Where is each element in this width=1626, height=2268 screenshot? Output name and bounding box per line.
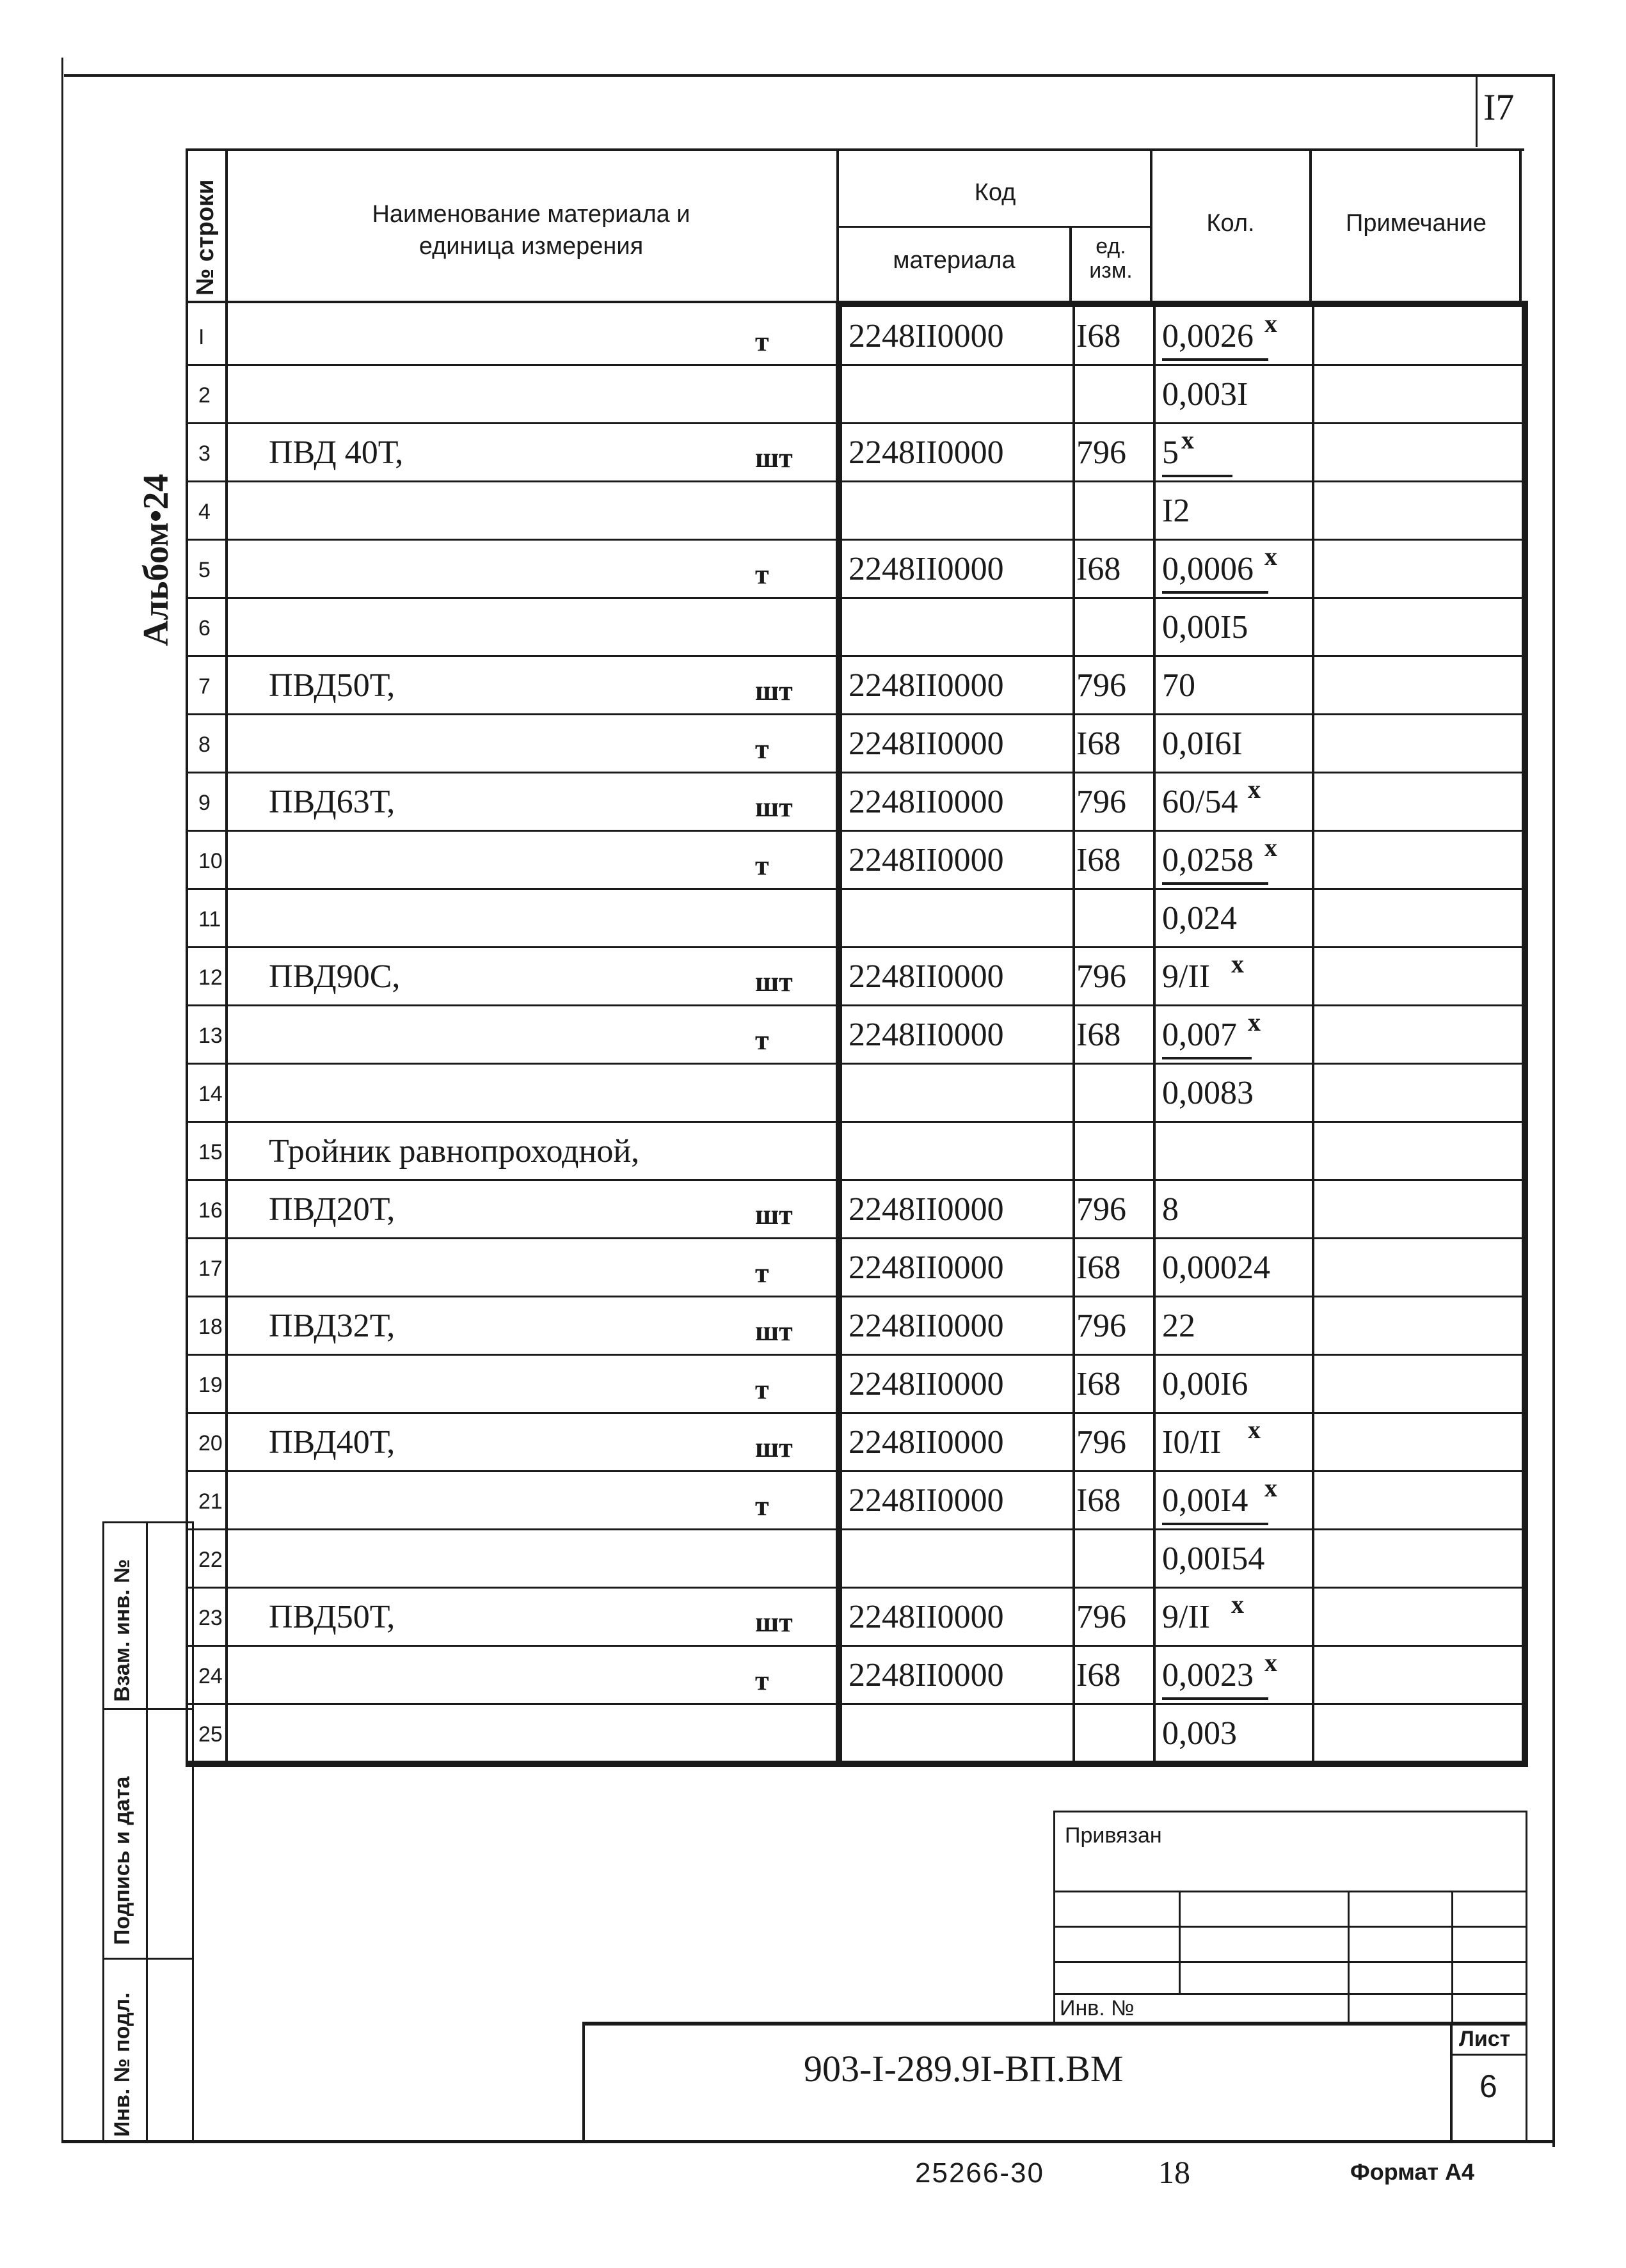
- unit-text: т: [755, 326, 769, 357]
- row-number: 5: [198, 558, 211, 582]
- unit-text: шт: [755, 791, 793, 823]
- quantity: I0/II: [1162, 1424, 1222, 1461]
- left-stamp-inv-orig: Инв. № подл.: [110, 1992, 134, 2137]
- title-block-sheet-mid: [1450, 2054, 1527, 2056]
- quantity-mark: x: [1248, 775, 1261, 804]
- item-name: ПВД50Т,: [269, 667, 395, 704]
- item-name: ПВД90С,: [269, 958, 401, 995]
- unit-code: I68: [1076, 1017, 1121, 1053]
- material-code: 2248II0000: [849, 1599, 1004, 1635]
- row-number: 19: [198, 1373, 223, 1397]
- material-code: 2248II0000: [849, 1657, 1004, 1693]
- row-separator: [187, 422, 1524, 424]
- row-number: 14: [198, 1082, 223, 1106]
- quantity: 0,0023: [1162, 1657, 1254, 1693]
- unit-code: 796: [1076, 1191, 1126, 1228]
- stamp-right: [1526, 1811, 1527, 2143]
- unit-code: I68: [1076, 318, 1121, 354]
- quantity: 0,0I6I: [1162, 726, 1243, 762]
- row-separator: [187, 655, 1524, 657]
- fraction-line: [1162, 591, 1268, 594]
- quantity: 9/II: [1162, 1599, 1211, 1635]
- row-number: 3: [198, 441, 211, 466]
- row-separator: [187, 364, 1524, 366]
- item-name: ПВД20Т,: [269, 1191, 395, 1228]
- quantity: 0,0258: [1162, 842, 1254, 878]
- title-block-top: [582, 2022, 1527, 2026]
- frame-left-line: [61, 58, 63, 2143]
- material-code: 2248II0000: [849, 1424, 1004, 1461]
- row-number: 17: [198, 1257, 223, 1281]
- quantity: 0,00I5: [1162, 609, 1248, 646]
- row-number: 23: [198, 1606, 223, 1630]
- material-code: 2248II0000: [849, 667, 1004, 704]
- quantity-mark: x: [1264, 309, 1277, 338]
- body-frame-bottom: [186, 1761, 1528, 1767]
- unit-code: I68: [1076, 726, 1121, 762]
- quantity: 0,0083: [1162, 1075, 1254, 1111]
- row-separator: [187, 480, 1524, 482]
- unit-code: 796: [1076, 1599, 1126, 1635]
- material-code: 2248II0000: [849, 1249, 1004, 1286]
- quantity: 0,0026: [1162, 318, 1254, 354]
- row-number: 2: [198, 383, 211, 408]
- row-number: 24: [198, 1664, 223, 1688]
- row-separator: [187, 1063, 1524, 1065]
- unit-text: т: [755, 1024, 769, 1056]
- left-stamp-col: [146, 1521, 148, 2142]
- unit-text: т: [755, 1665, 769, 1696]
- row-separator: [187, 1703, 1524, 1705]
- unit-code: 796: [1076, 958, 1126, 995]
- left-stamp-sep1: [102, 1708, 193, 1710]
- quantity: I2: [1162, 493, 1190, 529]
- rowno-col-line: [225, 148, 228, 1767]
- body-frame-left: [836, 301, 842, 1767]
- body-qty-col-line: [1153, 301, 1156, 1766]
- quantity-mark: x: [1231, 1590, 1244, 1619]
- table-left-edge: [186, 148, 188, 1767]
- fraction-line: [1162, 1523, 1268, 1525]
- quantity: 0,00024: [1162, 1249, 1270, 1286]
- row-number: 15: [198, 1140, 223, 1164]
- item-name: ПВД32Т,: [269, 1308, 395, 1344]
- title-block-sheet-left: [1450, 2022, 1453, 2143]
- stamp-bound: Привязан: [1065, 1823, 1162, 1848]
- material-code: 2248II0000: [849, 842, 1004, 878]
- unit-code: I68: [1076, 1366, 1121, 1402]
- material-code: 2248II0000: [849, 551, 1004, 587]
- header-unit: ед. изм.: [1089, 234, 1133, 283]
- title-block-left: [582, 2022, 585, 2143]
- row-separator: [187, 830, 1524, 832]
- footer-format: Формат А4: [1350, 2159, 1475, 2185]
- fraction-line: [1162, 475, 1232, 477]
- unit-text: шт: [755, 1606, 793, 1638]
- material-code: 2248II0000: [849, 1308, 1004, 1344]
- row-number: 9: [198, 791, 211, 815]
- row-number: 12: [198, 965, 223, 990]
- row-separator: [187, 1121, 1524, 1123]
- material-code: 2248II0000: [849, 1366, 1004, 1402]
- quantity: 0,00I6: [1162, 1366, 1248, 1402]
- item-name: ПВД 40Т,: [269, 434, 404, 471]
- item-name: ПВД50Т,: [269, 1599, 395, 1635]
- row-number: 10: [198, 849, 223, 873]
- item-name: ПВД63Т,: [269, 784, 395, 820]
- quantity-mark: x: [1264, 833, 1277, 862]
- unit-text: т: [755, 850, 769, 881]
- row-separator: [187, 1587, 1524, 1589]
- item-name: Тройник равнопроходной,: [269, 1133, 640, 1170]
- left-stamp-sign-date: Подпись и дата: [110, 1776, 134, 1945]
- frame-right-line: [1552, 74, 1555, 2147]
- material-code: 2248II0000: [849, 1482, 1004, 1519]
- quantity: 0,00I54: [1162, 1541, 1265, 1577]
- row-separator: [187, 1354, 1524, 1356]
- unit-code: I68: [1076, 1657, 1121, 1693]
- unit-text: т: [755, 1490, 769, 1521]
- header-material: материала: [893, 247, 1016, 274]
- fraction-line: [1162, 358, 1268, 361]
- unit-text: шт: [755, 966, 793, 997]
- corner-box-left: [1476, 74, 1478, 147]
- header-material-left: [836, 148, 839, 302]
- quantity-mark: x: [1264, 1648, 1277, 1677]
- quantity: 60/54: [1162, 784, 1238, 820]
- doc-code: 903-I-289.9I-ВП.ВМ: [804, 2048, 1124, 2090]
- row-number: 6: [198, 616, 211, 640]
- frame-top-line: [64, 74, 1555, 77]
- row-number: 22: [198, 1548, 223, 1572]
- quantity: 8: [1162, 1191, 1179, 1228]
- material-code: 2248II0000: [849, 784, 1004, 820]
- row-separator: [187, 713, 1524, 715]
- row-number: 7: [198, 674, 211, 699]
- material-code: 2248II0000: [849, 958, 1004, 995]
- unit-code: 796: [1076, 434, 1126, 471]
- stamp-col2: [1348, 1891, 1350, 2022]
- material-code: 2248II0000: [849, 434, 1004, 471]
- row-separator: [187, 1645, 1524, 1647]
- stamp-row4: [1053, 1993, 1527, 1995]
- row-separator: [187, 1470, 1524, 1472]
- material-code: 2248II0000: [849, 318, 1004, 354]
- row-number: 13: [198, 1024, 223, 1048]
- fraction-line: [1162, 882, 1268, 885]
- unit-text: т: [755, 1257, 769, 1289]
- unit-code: 796: [1076, 784, 1126, 820]
- row-number: 11: [198, 907, 221, 932]
- row-number: 25: [198, 1722, 223, 1747]
- footer-number: 25266-30: [915, 2157, 1044, 2189]
- material-code: 2248II0000: [849, 1017, 1004, 1053]
- row-separator: [187, 539, 1524, 541]
- item-name: ПВД40Т,: [269, 1424, 395, 1461]
- left-stamp-right: [192, 1521, 194, 2142]
- unit-text: т: [755, 559, 769, 590]
- quantity-mark: x: [1248, 1008, 1261, 1036]
- fraction-line: [1162, 1057, 1252, 1059]
- stamp-col3: [1451, 1891, 1453, 2022]
- row-number: 21: [198, 1489, 223, 1514]
- left-stamp-sep2: [102, 1958, 193, 1960]
- stamp-left: [1053, 1811, 1055, 2022]
- row-number: 20: [198, 1431, 223, 1455]
- unit-code: 796: [1076, 1424, 1126, 1461]
- footer-page: 18: [1158, 2154, 1190, 2190]
- row-separator: [187, 946, 1524, 948]
- unit-code: I68: [1076, 1249, 1121, 1286]
- row-separator: [187, 1412, 1524, 1414]
- header-note: Примечание: [1346, 210, 1487, 237]
- unit-code: I68: [1076, 842, 1121, 878]
- row-separator: [187, 888, 1524, 890]
- quantity: 0,0006: [1162, 551, 1254, 587]
- quantity: 9/II: [1162, 958, 1211, 995]
- body-frame-right: [1522, 301, 1528, 1767]
- quantity: 22: [1162, 1308, 1195, 1344]
- body-unit-col-line: [1072, 301, 1075, 1766]
- unit-text: т: [755, 1374, 769, 1405]
- stamp-row2: [1053, 1926, 1527, 1928]
- quantity: 70: [1162, 667, 1195, 704]
- row-number: 8: [198, 733, 211, 757]
- header-row-number: № строки: [192, 179, 219, 296]
- unit-text: шт: [755, 442, 793, 473]
- row-separator: [187, 1296, 1524, 1297]
- unit-text: т: [755, 733, 769, 765]
- unit-code: 796: [1076, 1308, 1126, 1344]
- unit-code: I68: [1076, 1482, 1121, 1519]
- body-note-col-line: [1312, 301, 1314, 1766]
- row-separator: [187, 1237, 1524, 1239]
- header-code: Код: [974, 179, 1016, 206]
- sheet-number: 6: [1479, 2068, 1497, 2104]
- stamp-row1: [1053, 1891, 1527, 1892]
- row-number: 4: [198, 500, 211, 524]
- sheet-label: Лист: [1459, 2027, 1511, 2051]
- left-stamp-left: [102, 1521, 104, 2142]
- row-separator: [187, 772, 1524, 773]
- header-name: Наименование материала и единица измерения: [372, 201, 690, 260]
- quantity-mark: x: [1264, 1473, 1277, 1502]
- quantity-mark: x: [1231, 949, 1244, 978]
- quantity: 0,003I: [1162, 376, 1248, 413]
- frame-bottom-line: [61, 2140, 1555, 2143]
- unit-text: шт: [755, 1315, 793, 1347]
- unit-text: шт: [755, 675, 793, 706]
- row-separator: [187, 597, 1524, 599]
- row-number: I: [198, 325, 205, 349]
- row-separator: [187, 1528, 1524, 1530]
- left-stamp-replace-inv: Взам. инв. №: [110, 1558, 134, 1702]
- left-stamp-top: [102, 1521, 193, 1523]
- unit-text: шт: [755, 1432, 793, 1463]
- quantity-mark: x: [1181, 425, 1194, 454]
- fraction-line: [1162, 1697, 1268, 1700]
- header-qty: Кол.: [1206, 210, 1255, 237]
- unit-text: шт: [755, 1199, 793, 1230]
- row-number: 16: [198, 1198, 223, 1223]
- sheet-corner-number: I7: [1483, 86, 1515, 128]
- quantity: 0,00I4: [1162, 1482, 1248, 1519]
- table-header-top: [187, 148, 1524, 151]
- material-code: 2248II0000: [849, 1191, 1004, 1228]
- stamp-col1: [1179, 1891, 1181, 1993]
- quantity: 0,024: [1162, 900, 1237, 937]
- row-separator: [187, 1179, 1524, 1181]
- album-label: Альбом•24: [136, 473, 176, 646]
- quantity: 5: [1162, 434, 1179, 471]
- stamp-top: [1053, 1811, 1527, 1812]
- stamp-inv-no: Инв. №: [1060, 1996, 1135, 2020]
- quantity-mark: x: [1248, 1415, 1261, 1444]
- material-code: 2248II0000: [849, 726, 1004, 762]
- stamp-row3: [1053, 1961, 1527, 1963]
- unit-code: I68: [1076, 551, 1121, 587]
- unit-code: 796: [1076, 667, 1126, 704]
- quantity: 0,003: [1162, 1715, 1237, 1752]
- quantity: 0,007: [1162, 1017, 1237, 1053]
- row-separator: [187, 1004, 1524, 1006]
- row-number: 18: [198, 1315, 223, 1339]
- body-frame-top: [836, 301, 1528, 307]
- header-code-mid: [838, 226, 1152, 228]
- quantity-mark: x: [1264, 542, 1277, 571]
